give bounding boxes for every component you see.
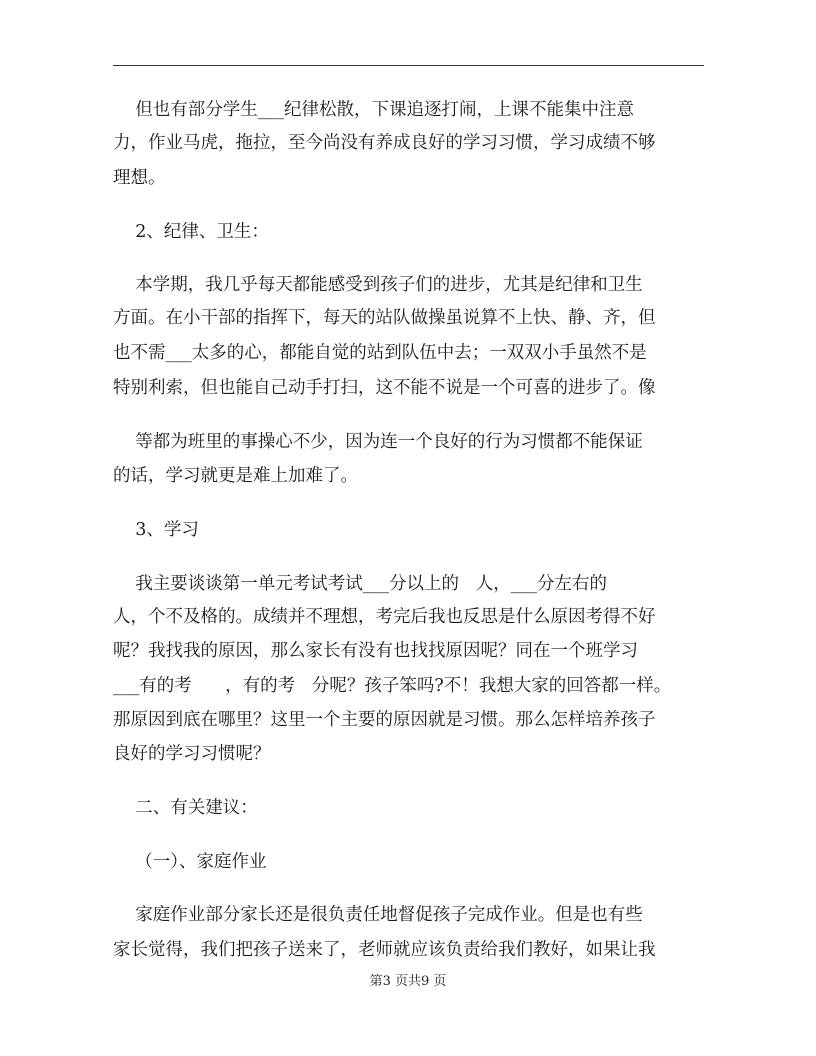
section-heading: 二、有关建议： — [113, 798, 258, 818]
text-line: 理想。 — [113, 168, 166, 188]
text-line: 那原因到底在哪里？这里一个主要的原因就是习惯。那么怎样培养孩子 — [113, 710, 656, 730]
text-line: 我主要谈谈第一单元考试考试___分以上的 人，___分左右的 — [113, 574, 607, 594]
page-number: 第3 页共9 页 — [369, 974, 447, 989]
text-line: 良好的学习习惯呢？ — [113, 744, 271, 764]
text-line: 的话，学习就更是难上加难了。 — [113, 466, 358, 486]
header-rule — [113, 65, 704, 66]
subsection-heading: （一）、家庭作业 — [113, 852, 267, 872]
text-line: 也不需___太多的心，都能自觉的站到队伍中去；一双双小手虽然不是 — [113, 343, 647, 363]
text-line: ___有的考 ，有的考 分呢？孩子笨吗?不！我想大家的回答都一样。 — [113, 676, 672, 696]
text-line: 人，个不及格的。成绩并不理想，考完后我也反思是什么原因考得不好 — [113, 607, 656, 627]
text-line: 家庭作业部分家长还是很负责任地督促孩子完成作业。但是也有些 — [113, 905, 643, 925]
text-line: 等都为班里的事操心不少，因为连一个良好的行为习惯都不能保证 — [113, 432, 643, 452]
text-line: 特别利索，但也能自己动手打扫，这不能不说是一个可喜的进步了。像 — [113, 378, 656, 398]
text-line: 呢？我找我的原因，那么家长有没有也找找原因呢？同在一个班学习 — [113, 641, 638, 661]
section-heading: 3、学习 — [113, 520, 199, 540]
text-line: 家长觉得，我们把孩子送来了，老师就应该负责给我们教好，如果让我 — [113, 940, 656, 960]
text-line: 力，作业马虎，拖拉，至今尚没有养成良好的学习习惯，学习成绩不够 — [113, 133, 656, 153]
text-line: 方面。在小干部的指挥下，每天的站队做操虽说算不上快、静、齐，但 — [113, 308, 656, 328]
section-heading: 2、纪律、卫生： — [113, 222, 269, 242]
text-line: 但也有部分学生___纪律松散，下课追逐打闹，上课不能集中注意 — [113, 100, 634, 120]
text-line: 本学期，我几乎每天都能感受到孩子们的进步，尤其是纪律和卫生 — [113, 275, 643, 295]
